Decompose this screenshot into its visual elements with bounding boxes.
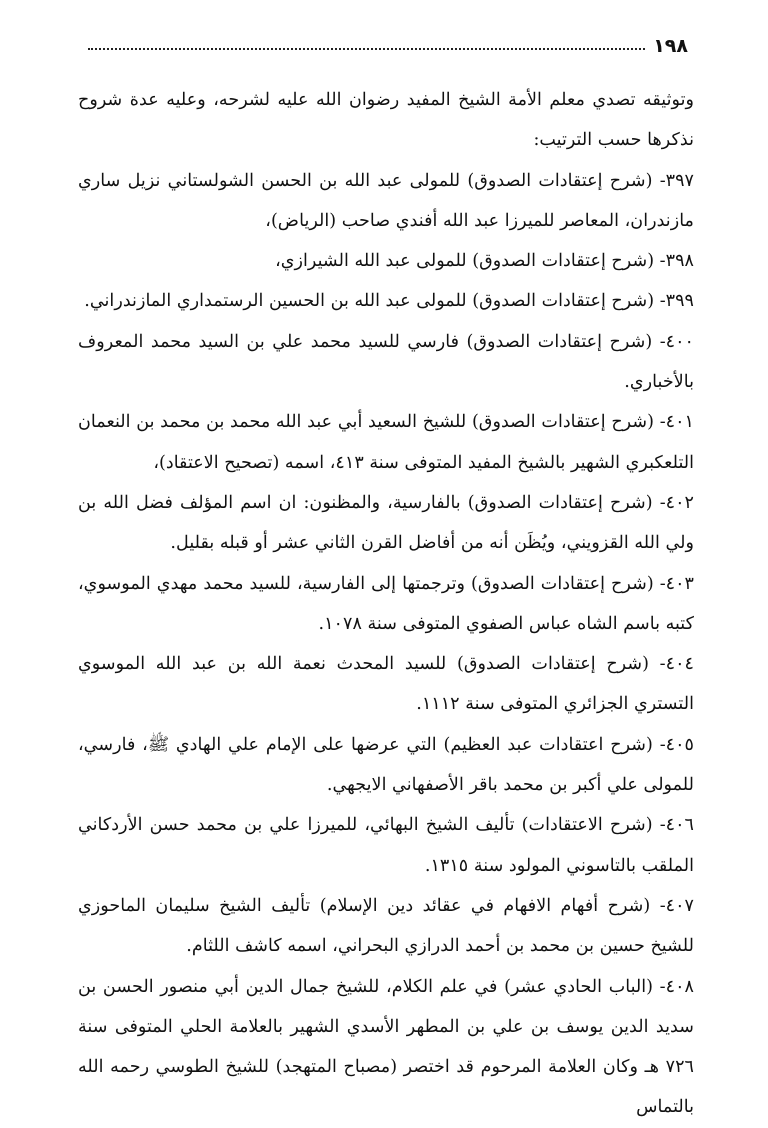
entry-406: ٤٠٦- (شرح الاعتقادات) تأليف الشيخ البهائي، للميرزا علي بن محمد حسن الأردكاني الملقب بالتاسوني المولود سنة ١٣١٥.	[78, 815, 694, 876]
intro-paragraph: وتوثيقه تصدي معلم الأمة الشيخ المفيد رضوان الله عليه لشرحه، وعليه عدة شروح نذكرها حسب الترتيب:	[78, 90, 694, 151]
entry-407: ٤٠٧- (شرح أفهام الافهام في عقائد دين الإسلام) تأليف الشيخ سليمان الماحوزي للشيخ حسين بن محمد بن أحمد الدرازي البحراني، اسمه كاشف اللثام.	[78, 895, 694, 957]
entry-408: ٤٠٨- (الباب الحادي عشر) في علم الكلام، للشيخ جمال الدين أبي منصور الحسن بن سديد الدين يوسف بن علي بن المطهر الأسدي الشهير بالعلامة الحلي المتوفى سنة ٧٢٦ هـ وكان العلامة المرحوم قد اختصر (مصباح المتهجد) للشيخ الطوسي رحمه الله بالتماس	[78, 976, 694, 1118]
page-header	[88, 30, 688, 62]
header-dotted-rule	[88, 48, 645, 50]
entry-397: ٣٩٧- (شرح إعتقادات الصدوق) للمولى عبد الله بن الحسن الشولستاني نزيل ساري مازندران، المعاصر للميرزا عبد الله أفندي صاحب (الرياض)،	[78, 170, 694, 231]
entry-403: ٤٠٣- (شرح إعتقادات الصدوق) وترجمتها إلى الفارسية، للسيد محمد مهدي الموسوي، كتبه باسم الشاه عباس الصفوي المتوفى سنة ١٠٧٨.	[78, 573, 694, 634]
body-text	[78, 80, 694, 1128]
entry-402: ٤٠٢- (شرح إعتقادات الصدوق) بالفارسية، والمظنون: ان اسم المؤلف فضل الله بن ولي الله القزويني، ويُظَن أنه من أفاضل القرن الثاني عشر أو قبله بقليل.	[78, 492, 694, 554]
entry-401: ٤٠١- (شرح إعتقادات الصدوق) للشيخ السعيد أبي عبد الله محمد بن محمد بن النعمان التلعكبري الشهير بالشيخ المفيد المتوفى سنة ٤١٣، اسمه (تصحيح الاعتقاد)،	[78, 412, 694, 473]
entry-400: ٤٠٠- (شرح إعتقادات الصدوق) فارسي للسيد محمد علي بن السيد محمد المعروف بالأخباري.	[78, 331, 694, 393]
entry-399: ٣٩٩- (شرح إعتقادات الصدوق) للمولى عبد الله بن الحسين الرستمداري المازندراني.	[84, 291, 694, 312]
entry-405: ٤٠٥- (شرح اعتقادات عبد العظيم) التي عرضها على الإمام علي الهادي ﷺ، فارسي، للمولى علي أكبر بن محمد باقر الأصفهاني الايجهي.	[78, 734, 694, 796]
page-number: ١٩٨	[653, 35, 688, 57]
entry-398: ٣٩٨- (شرح إعتقادات الصدوق) للمولى عبد الله الشيرازي،	[275, 251, 694, 272]
entry-404: ٤٠٤- (شرح إعتقادات الصدوق) للسيد المحدث نعمة الله بن عبد الله الموسوي التستري الجزائري المتوفى سنة ١١١٢.	[78, 654, 694, 715]
